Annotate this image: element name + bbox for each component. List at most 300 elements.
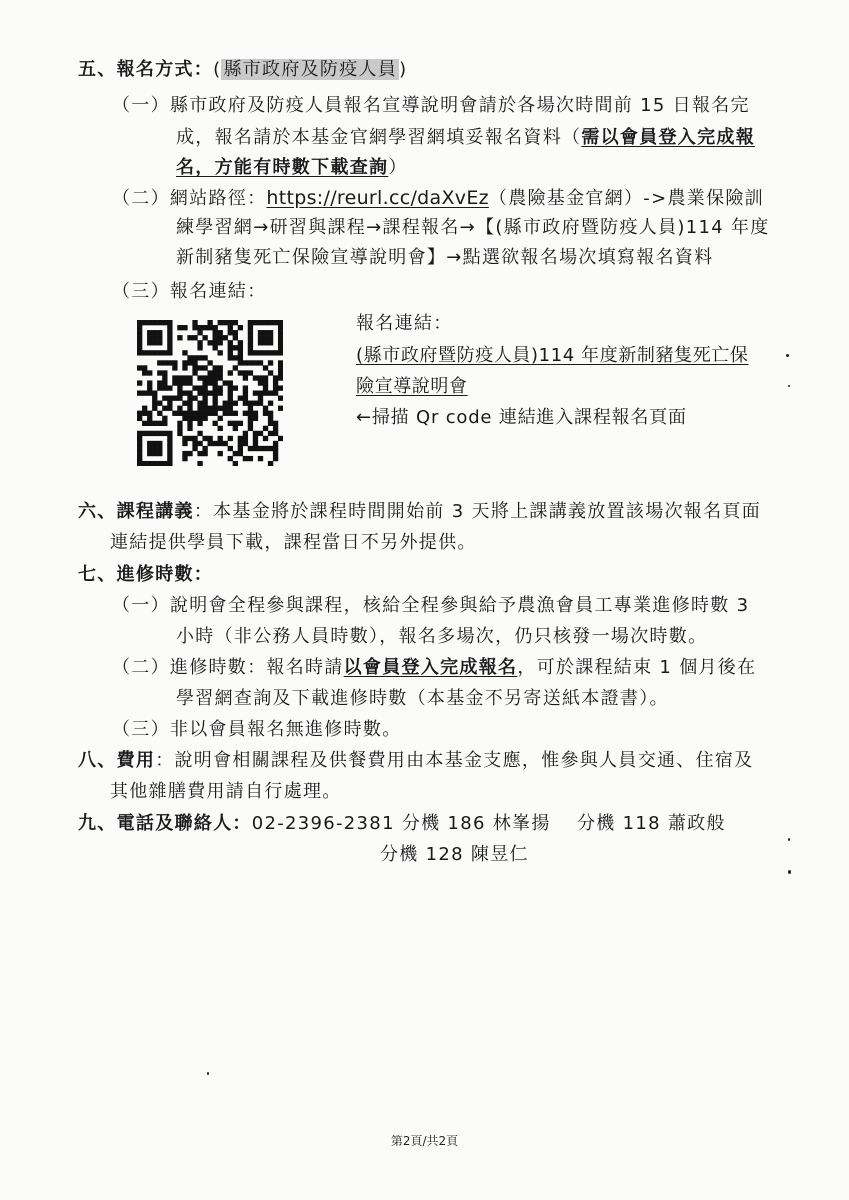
qr-module — [263, 426, 268, 431]
qr-module — [253, 390, 258, 395]
sec8-text1: ：說明會相關課程及供餐費用由本基金支應，惟參與人員交通、住宿及 — [155, 750, 754, 771]
qr-module — [152, 451, 157, 456]
qr-module — [177, 385, 182, 390]
qr-module — [263, 385, 268, 390]
qr-module — [197, 431, 202, 436]
qr-module — [248, 421, 253, 426]
qr-module — [228, 380, 233, 385]
qr-module — [228, 401, 233, 406]
qr-module — [258, 350, 263, 355]
qr-module — [172, 411, 177, 416]
qr-module — [187, 355, 192, 360]
qr-module — [152, 330, 157, 335]
qr-module — [218, 320, 223, 325]
qr-module — [172, 375, 177, 380]
qr-module — [253, 375, 258, 380]
qr-module — [162, 375, 167, 380]
qr-module — [152, 396, 157, 401]
qr-module — [192, 365, 197, 370]
qr-module — [197, 441, 202, 446]
qr-module — [233, 411, 238, 416]
qr-module — [218, 441, 223, 446]
qr-module — [213, 441, 218, 446]
qr-module — [228, 436, 233, 441]
qr-module — [258, 396, 263, 401]
qr-module — [157, 401, 162, 406]
qr-module — [253, 350, 258, 355]
qr-module — [218, 385, 223, 390]
qr-module — [167, 320, 172, 325]
qr-module — [202, 411, 207, 416]
sec5-item1-text2a: 成，報名請於本基金官網學習網填妥報名資料（ — [176, 127, 582, 148]
qr-module — [278, 350, 283, 355]
sec7-item1-num: （一） — [112, 595, 170, 616]
qr-module — [218, 416, 223, 421]
qr-module — [243, 401, 248, 406]
qr-module — [243, 436, 248, 441]
qr-module — [218, 375, 223, 380]
sec6-line2: 連結提供學員下載，課程當日不另外提供。 — [110, 532, 477, 553]
qr-module — [167, 446, 172, 451]
sec7-item1-line1 — [112, 594, 749, 618]
qr-module — [248, 350, 253, 355]
qr-module — [147, 461, 152, 466]
qr-module — [263, 340, 268, 345]
qr-module — [167, 350, 172, 355]
qr-module — [192, 360, 197, 365]
qr-module — [177, 396, 182, 401]
sec5-item1-line1 — [112, 94, 750, 118]
qr-module — [233, 461, 238, 466]
qr-module — [243, 370, 248, 375]
qr-module — [253, 431, 258, 436]
qr-module — [152, 431, 157, 436]
qr-module — [157, 370, 162, 375]
qr-module — [268, 446, 273, 451]
qr-module — [253, 446, 258, 451]
sec5-item2-line1 — [112, 186, 764, 211]
qr-module — [213, 340, 218, 345]
qr-module — [248, 411, 253, 416]
qr-module — [213, 365, 218, 370]
qr-module — [207, 390, 212, 395]
qr-module — [263, 335, 268, 340]
qr-module — [162, 421, 167, 426]
qr-module — [228, 345, 233, 350]
qr-module — [243, 390, 248, 395]
sec5-item1-text3c: ） — [388, 157, 408, 178]
registration-qr-code[interactable] — [137, 320, 283, 466]
qr-scan-hint: ←掃描 Qr code 連結進入課程報名頁面 — [356, 407, 687, 428]
sec7-item1-text1: 說明會全程參與課程，核給全程參與給予農漁會員工專業進修時數 3 — [169, 595, 750, 616]
qr-module — [137, 320, 142, 325]
qr-module — [147, 340, 152, 345]
qr-module — [273, 421, 278, 426]
qr-module — [278, 360, 283, 365]
qr-module — [233, 320, 238, 325]
qr-module — [233, 365, 238, 370]
qr-module — [248, 370, 253, 375]
qr-module — [182, 456, 187, 461]
qr-module — [263, 350, 268, 355]
qr-module — [243, 411, 248, 416]
qr-module — [238, 355, 243, 360]
qr-module — [258, 320, 263, 325]
qr-module — [192, 436, 197, 441]
qr-module — [197, 401, 202, 406]
qr-module — [273, 320, 278, 325]
qr-module — [147, 446, 152, 451]
qr-module — [172, 380, 177, 385]
sec5-item2-text1a: 網站路徑： — [169, 188, 267, 209]
qr-module — [238, 396, 243, 401]
qr-module — [223, 441, 228, 446]
qr-module — [213, 421, 218, 426]
qr-module — [147, 451, 152, 456]
qr-module — [177, 421, 182, 426]
qr-module — [172, 396, 177, 401]
qr-module — [278, 396, 283, 401]
qr-module — [157, 446, 162, 451]
qr-module — [207, 325, 212, 330]
qr-module — [202, 401, 207, 406]
sec7-title: 七、進修時數： — [78, 564, 214, 585]
sec5-heading — [78, 58, 407, 82]
qr-module — [157, 330, 162, 335]
sec7-item3-text: 非以會員報名無進修時數。 — [169, 719, 402, 740]
qr-module — [258, 335, 263, 340]
qr-module — [228, 406, 233, 411]
qr-module — [182, 441, 187, 446]
qr-module — [147, 380, 152, 385]
sec8-title: 八、費用 — [78, 750, 156, 771]
qr-module — [213, 411, 218, 416]
qr-module — [172, 365, 177, 370]
qr-module — [197, 330, 202, 335]
qr-module — [192, 370, 197, 375]
qr-module — [258, 446, 263, 451]
qr-module — [157, 320, 162, 325]
qr-module — [228, 350, 233, 355]
qr-module — [137, 335, 142, 340]
qr-module — [152, 421, 157, 426]
qr-module — [253, 320, 258, 325]
qr-module — [213, 406, 218, 411]
registration-link-line2[interactable]: 險宣導說明會 — [356, 376, 468, 397]
qr-module — [152, 441, 157, 446]
qr-module — [273, 380, 278, 385]
qr-module — [233, 335, 238, 340]
qr-module — [187, 406, 192, 411]
qr-module — [182, 436, 187, 441]
qr-module — [167, 330, 172, 335]
qr-module — [202, 446, 207, 451]
website-url-link[interactable]: https://reurl.cc/daXvEz — [266, 187, 489, 209]
qr-module — [228, 370, 233, 375]
qr-module — [142, 431, 147, 436]
sec7-item2-text1a: 進修時數：報名時請 — [169, 657, 344, 678]
sec5-item1-emph1: 需以會員登入完成報 — [581, 127, 756, 148]
qr-module — [238, 421, 243, 426]
qr-module — [278, 330, 283, 335]
qr-module — [273, 375, 278, 380]
qr-module — [157, 431, 162, 436]
qr-module — [137, 456, 142, 461]
qr-module — [187, 360, 192, 365]
sec5-item1-emph2: 名，方能有時數下載查詢 — [176, 157, 389, 178]
qr-module — [192, 335, 197, 340]
qr-module — [258, 375, 263, 380]
qr-module — [182, 416, 187, 421]
qr-module — [248, 456, 253, 461]
scan-speck — [788, 385, 790, 387]
qr-module — [233, 355, 238, 360]
qr-module — [218, 406, 223, 411]
qr-module — [197, 406, 202, 411]
qr-module — [218, 340, 223, 345]
qr-module — [197, 451, 202, 456]
qr-module — [197, 390, 202, 395]
qr-module — [187, 375, 192, 380]
qr-module — [157, 451, 162, 456]
qr-module — [213, 335, 218, 340]
qr-module — [197, 385, 202, 390]
qr-module — [142, 421, 147, 426]
qr-module — [258, 340, 263, 345]
qr-module — [177, 431, 182, 436]
qr-module — [152, 446, 157, 451]
qr-module — [197, 461, 202, 466]
qr-module — [182, 390, 187, 395]
qr-module — [137, 431, 142, 436]
qr-module — [187, 426, 192, 431]
qr-module — [263, 390, 268, 395]
qr-module — [202, 355, 207, 360]
qr-module — [197, 411, 202, 416]
qr-module — [263, 375, 268, 380]
qr-module — [218, 436, 223, 441]
qr-module — [167, 461, 172, 466]
qr-module — [248, 416, 253, 421]
qr-module — [152, 350, 157, 355]
qr-module — [182, 365, 187, 370]
sec7-item2-emph: 以會員登入完成報名 — [343, 657, 518, 678]
qr-module — [243, 375, 248, 380]
qr-module — [167, 406, 172, 411]
qr-module — [142, 350, 147, 355]
qr-module — [278, 335, 283, 340]
qr-module — [233, 421, 238, 426]
qr-module — [278, 370, 283, 375]
qr-module — [213, 325, 218, 330]
qr-module — [157, 335, 162, 340]
qr-module — [152, 461, 157, 466]
qr-module — [182, 350, 187, 355]
qr-module — [162, 370, 167, 375]
sec5-item3-line1 — [112, 280, 266, 304]
qr-module — [263, 365, 268, 370]
qr-module — [273, 446, 278, 451]
sec7-item3-line1 — [112, 718, 402, 742]
qr-module — [137, 451, 142, 456]
qr-module — [162, 350, 167, 355]
qr-module — [202, 385, 207, 390]
qr-module — [137, 441, 142, 446]
qr-module — [253, 441, 258, 446]
qr-module — [152, 335, 157, 340]
sec5-item1-line2 — [176, 126, 755, 150]
qr-module — [157, 360, 162, 365]
qr-module — [167, 441, 172, 446]
qr-module — [253, 416, 258, 421]
qr-module — [137, 446, 142, 451]
qr-module — [268, 431, 273, 436]
sec7-item1-line2: 小時（非公務人員時數），報名多場次，仍只核發一場次時數。 — [176, 626, 708, 647]
sec9-line2: 分機 128 陳昱仁 — [380, 844, 529, 865]
qr-module — [187, 411, 192, 416]
qr-module — [162, 416, 167, 421]
qr-module — [192, 320, 197, 325]
qr-module — [243, 431, 248, 436]
qr-module — [177, 426, 182, 431]
qr-module — [147, 370, 152, 375]
qr-module — [273, 456, 278, 461]
qr-module — [233, 385, 238, 390]
qr-module — [263, 380, 268, 385]
qr-module — [137, 325, 142, 330]
qr-module — [137, 436, 142, 441]
qr-module — [147, 320, 152, 325]
qr-module — [248, 340, 253, 345]
qr-module — [207, 340, 212, 345]
qr-module — [182, 375, 187, 380]
qr-module — [218, 390, 223, 395]
qr-module — [248, 335, 253, 340]
qr-module — [202, 325, 207, 330]
sec6-line1 — [78, 500, 761, 524]
qr-module — [202, 335, 207, 340]
qr-module — [268, 421, 273, 426]
sec5-title-highlight: 縣市政府及防疫人員 — [223, 59, 398, 80]
qr-module — [197, 421, 202, 426]
qr-module — [182, 380, 187, 385]
qr-module — [192, 416, 197, 421]
sec5-item1-line3 — [176, 156, 408, 180]
qr-module — [152, 401, 157, 406]
qr-module — [278, 320, 283, 325]
scan-speck — [207, 1072, 209, 1075]
qr-module — [238, 360, 243, 365]
qr-module — [202, 390, 207, 395]
qr-module — [268, 360, 273, 365]
sec5-item1-num: （一） — [112, 95, 170, 116]
qr-module — [152, 406, 157, 411]
qr-module — [202, 416, 207, 421]
qr-module — [137, 380, 142, 385]
qr-module — [218, 365, 223, 370]
qr-module — [218, 350, 223, 355]
qr-module — [147, 416, 152, 421]
qr-module — [187, 335, 192, 340]
registration-link-line1[interactable]: (縣市政府暨防疫人員)114 年度新制豬隻死亡保 — [356, 345, 749, 366]
qr-module — [197, 340, 202, 345]
scan-speck — [786, 354, 789, 357]
qr-module — [152, 390, 157, 395]
qr-module — [147, 411, 152, 416]
qr-module — [243, 385, 248, 390]
qr-module — [258, 390, 263, 395]
qr-module — [238, 446, 243, 451]
qr-module — [228, 385, 233, 390]
qr-module — [182, 325, 187, 330]
qr-module — [278, 365, 283, 370]
qr-module — [253, 411, 258, 416]
qr-module — [137, 330, 142, 335]
qr-module — [213, 390, 218, 395]
qr-module — [273, 426, 278, 431]
qr-module — [228, 396, 233, 401]
qr-module — [197, 416, 202, 421]
qr-code-graphic — [137, 320, 283, 466]
qr-module — [137, 340, 142, 345]
qr-module — [223, 411, 228, 416]
qr-module — [207, 380, 212, 385]
qr-module — [228, 390, 233, 395]
qr-module — [167, 325, 172, 330]
qr-module — [142, 406, 147, 411]
qr-module — [238, 345, 243, 350]
qr-module — [187, 401, 192, 406]
qr-module — [157, 340, 162, 345]
qr-module — [162, 360, 167, 365]
qr-module — [228, 320, 233, 325]
qr-module — [233, 401, 238, 406]
qr-module — [182, 411, 187, 416]
qr-module — [268, 370, 273, 375]
qr-module — [213, 375, 218, 380]
qr-module — [172, 360, 177, 365]
sec9-line1 — [78, 812, 726, 836]
qr-module — [157, 411, 162, 416]
qr-module — [202, 380, 207, 385]
qr-module — [207, 436, 212, 441]
qr-module — [268, 401, 273, 406]
qr-module — [157, 441, 162, 446]
qr-module — [273, 350, 278, 355]
qr-module — [152, 340, 157, 345]
qr-module — [213, 330, 218, 335]
qr-module — [162, 320, 167, 325]
qr-module — [207, 411, 212, 416]
qr-module — [187, 390, 192, 395]
qr-module — [233, 451, 238, 456]
sec5-item3-num: （三） — [112, 281, 170, 302]
qr-module — [213, 401, 218, 406]
qr-module — [192, 325, 197, 330]
qr-module — [207, 375, 212, 380]
qr-module — [162, 406, 167, 411]
qr-module — [167, 345, 172, 350]
qr-module — [197, 325, 202, 330]
sec9-contacts1: 02-2396-2381 分機 186 林峯揚 分機 118 蕭政般 — [251, 813, 726, 834]
qr-module — [187, 416, 192, 421]
qr-module — [273, 431, 278, 436]
qr-module — [162, 385, 167, 390]
qr-module — [238, 441, 243, 446]
sec9-title: 九、電話及聯絡人： — [78, 813, 252, 834]
qr-module — [228, 421, 233, 426]
qr-module — [197, 355, 202, 360]
